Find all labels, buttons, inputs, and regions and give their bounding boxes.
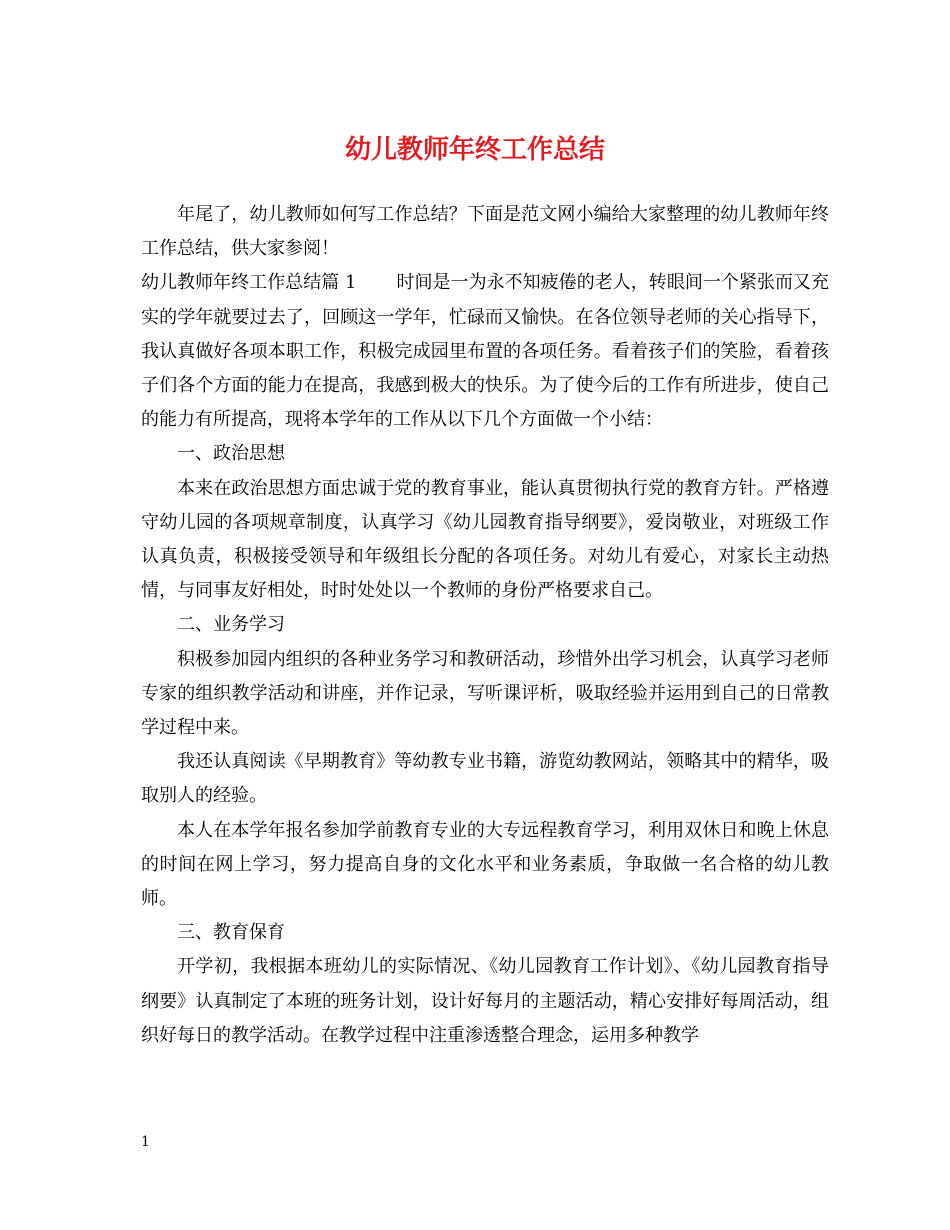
document-title: 幼儿教师年终工作总结	[344, 135, 605, 165]
section-lead-paragraph	[141, 266, 829, 437]
document-body	[141, 198, 829, 1053]
section-lead-text: 时间是一为永不知疲倦的老人，转眼间一个紧张而又充实的学年就要过去了，回顾这一学年，忙碌而又愉快。在各位领导老师的关心指导下，我认真做好各项本职工作，积极完成园里布置的各项任务。看着孩子们的笑脸，看着孩子们各个方面的能力在提高，我感到极大的快乐。为了使今后的工作有所进步，使自己的能力有所提高，现将本学年的工作从以下几个方面做一个小结：	[141, 272, 829, 431]
section-lead-label: 幼儿教师年终工作总结篇 1	[141, 272, 357, 294]
page-number: 1	[141, 1134, 150, 1150]
study-paragraph-2: 我还认真阅读《早期教育》等幼教专业书籍，游览幼教网站，领略其中的精华，吸取别人的经验。	[141, 751, 829, 807]
study-paragraph-3: 本人在本学年报名参加学前教育专业的大专远程教育学习，利用双休日和晚上休息的时间在网上学习，努力提高自身的文化水平和业务素质，争取做一名合格的幼儿教师。	[141, 819, 829, 910]
section-heading-education: 三、教育保育	[177, 922, 285, 944]
section-heading-study: 二、业务学习	[177, 614, 285, 636]
section-heading-politics: 一、政治思想	[177, 443, 285, 465]
politics-paragraph: 本来在政治思想方面忠诚于党的教育事业，能认真贯彻执行党的教育方针。严格遵守幼儿园的各项规章制度，认真学习《幼儿园教育指导纲要》，爱岗敬业，对班级工作认真负责，积极接受领导和年级组长分配的各项任务。对幼儿有爱心，对家长主动热情，与同事友好相处，时时处处以一个教师的身份严格要求自己。	[141, 477, 829, 602]
education-paragraph: 开学初，我根据本班幼儿的实际情况、《幼儿园教育工作计划》、《幼儿园教育指导纲要》认真制定了本班的班务计划，设计好每月的主题活动，精心安排好每周活动，组织好每日的教学活动。在教学过程中注重渗透整合理念，运用多种教学	[141, 956, 829, 1046]
study-paragraph-1: 积极参加园内组织的各种业务学习和教研活动，珍惜外出学习机会，认真学习老师专家的组织教学活动和讲座，并作记录，写听课评析，吸取经验并运用到自己的日常教学过程中来。	[141, 648, 829, 739]
intro-paragraph: 年尾了，幼儿教师如何写工作总结？下面是范文网小编给大家整理的幼儿教师年终工作总结，供大家参阅！	[141, 204, 829, 260]
